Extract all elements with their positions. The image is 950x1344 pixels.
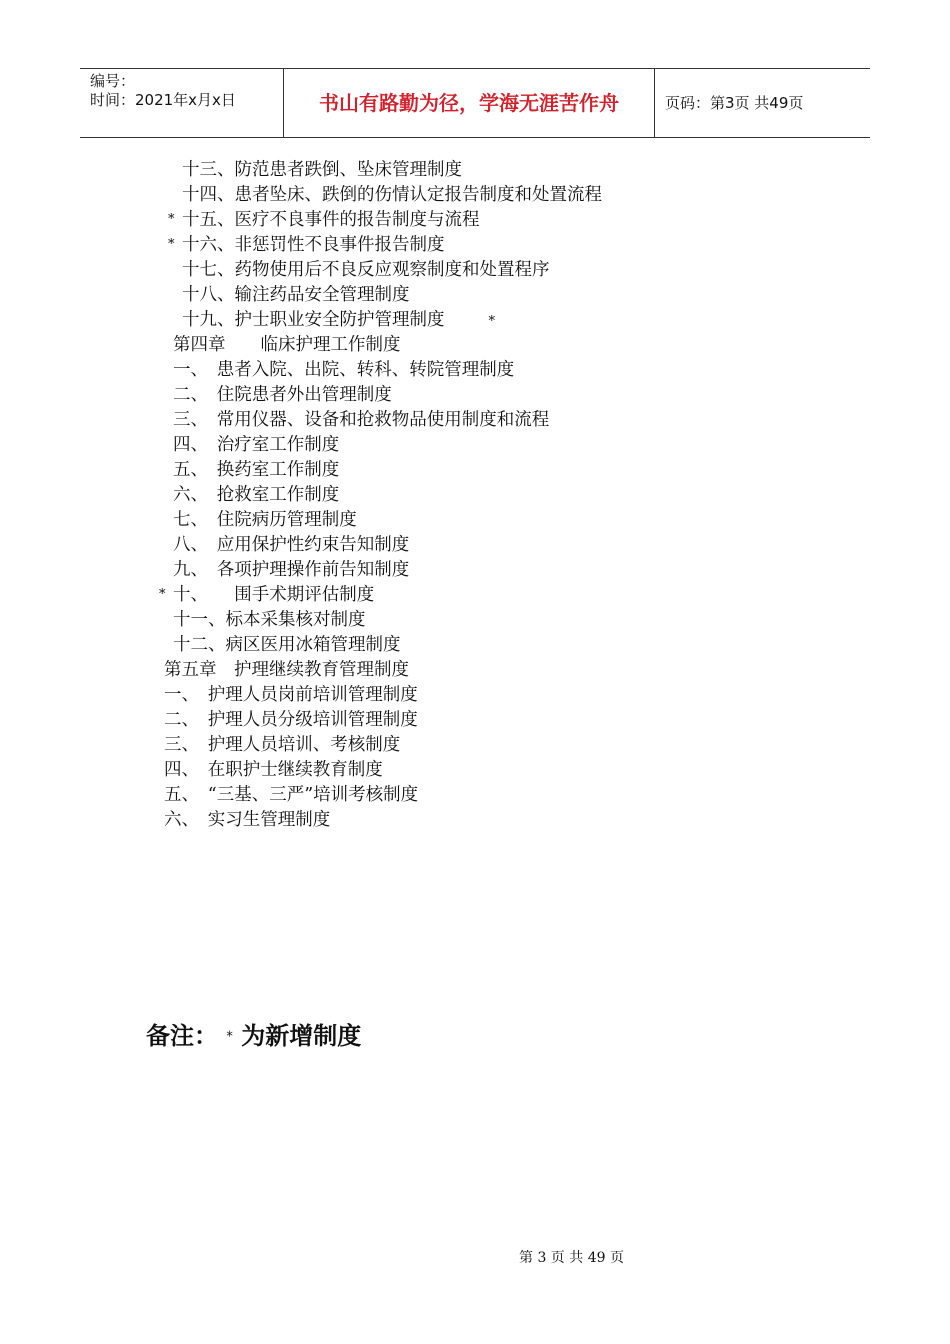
toc-item <box>164 683 418 707</box>
toc-item <box>173 533 409 557</box>
footer-page-number: 第 3 页 共 49 页 <box>519 1250 624 1266</box>
header-page-info: 页码：第3页 共49页 <box>665 94 804 112</box>
toc-item <box>173 508 357 532</box>
toc-item <box>164 733 400 757</box>
toc-item-text: 五、 换药室工作制度 <box>173 460 340 480</box>
toc-item-text: 四、 治疗室工作制度 <box>173 435 340 455</box>
toc-item <box>164 783 418 807</box>
toc-item-text: 十七、药物使用后不良反应观察制度和处置程序 <box>182 260 550 280</box>
new-item-marker: * <box>159 587 166 602</box>
toc-item-text: 一、 患者入院、出院、转科、转院管理制度 <box>173 360 515 380</box>
toc-item-text: 二、 住院患者外出管理制度 <box>173 385 392 405</box>
toc-item <box>168 208 480 232</box>
toc-item <box>164 758 383 782</box>
toc-item-text: 九、 各项护理操作前告知制度 <box>173 560 410 580</box>
footnote <box>146 1016 361 1051</box>
note-label: 备注： <box>146 1022 218 1050</box>
toc-item <box>164 808 330 832</box>
toc-item-text: 四、 在职护士继续教育制度 <box>164 760 383 780</box>
toc-item <box>168 233 445 257</box>
header-meta <box>80 69 283 137</box>
toc-item <box>182 258 550 282</box>
page-header <box>80 68 870 138</box>
toc-item <box>173 608 366 632</box>
toc-item <box>173 408 549 432</box>
toc-item-text: 三、 常用仪器、设备和抢救物品使用制度和流程 <box>173 410 550 430</box>
page-footer <box>0 1247 950 1267</box>
toc-item <box>182 283 410 307</box>
toc-item-text: 六、 实习生管理制度 <box>164 810 331 830</box>
toc-item <box>173 333 401 357</box>
toc-item-text: 十四、患者坠床、跌倒的伤情认定报告制度和处置流程 <box>182 185 602 205</box>
toc-item-text: 五、 “三基、三严”培训考核制度 <box>164 785 419 805</box>
note-text: 为新增制度 <box>241 1022 362 1050</box>
toc-item-text: 第四章 临床护理工作制度 <box>173 335 401 355</box>
new-item-marker: * <box>168 212 175 227</box>
toc-item <box>173 383 392 407</box>
toc-item-text: 六、 抢救室工作制度 <box>173 485 340 505</box>
toc-item-text: 十八、输注药品安全管理制度 <box>182 285 410 305</box>
new-item-marker: * <box>168 237 175 252</box>
toc-item-text: 三、 护理人员培训、考核制度 <box>164 735 401 755</box>
new-item-marker: * <box>488 314 495 329</box>
toc-item <box>173 483 339 507</box>
toc-item <box>173 633 401 657</box>
header-motto: 书山有路勤为径，学海无涯苦作舟 <box>283 69 655 137</box>
serial-label: 编号： <box>90 72 136 90</box>
toc-item <box>164 708 418 732</box>
toc-item <box>159 583 375 607</box>
toc-item <box>173 358 514 382</box>
toc-item <box>173 458 339 482</box>
toc-item-text: 十、 围手术期评估制度 <box>173 585 375 605</box>
toc-item <box>173 558 409 582</box>
note-asterisk: * <box>226 1029 233 1045</box>
toc-item <box>182 183 602 207</box>
toc-item <box>182 158 462 182</box>
toc-item <box>164 658 409 682</box>
toc-item-text: 十六、非惩罚性不良事件报告制度 <box>182 235 445 255</box>
toc-item-text: 十二、病区医用冰箱管理制度 <box>173 635 401 655</box>
toc-item-text: 十一、标本采集核对制度 <box>173 610 366 630</box>
toc-item-text: 第五章 护理继续教育管理制度 <box>164 660 409 680</box>
toc-item-text: 八、 应用保护性约束告知制度 <box>173 535 410 555</box>
toc-item-text: 一、 护理人员岗前培训管理制度 <box>164 685 418 705</box>
toc-item-text: 十九、护士职业安全防护管理制度 <box>182 310 445 330</box>
time-label: 时间：2021年x月x日 <box>90 91 236 109</box>
toc-item-text: 十五、医疗不良事件的报告制度与流程 <box>182 210 480 230</box>
toc-item-text: 二、 护理人员分级培训管理制度 <box>164 710 418 730</box>
toc-item-text: 十三、防范患者跌倒、坠床管理制度 <box>182 160 462 180</box>
toc-item <box>173 433 339 457</box>
toc-item-text: 七、 住院病历管理制度 <box>173 510 357 530</box>
toc-item <box>182 308 495 334</box>
